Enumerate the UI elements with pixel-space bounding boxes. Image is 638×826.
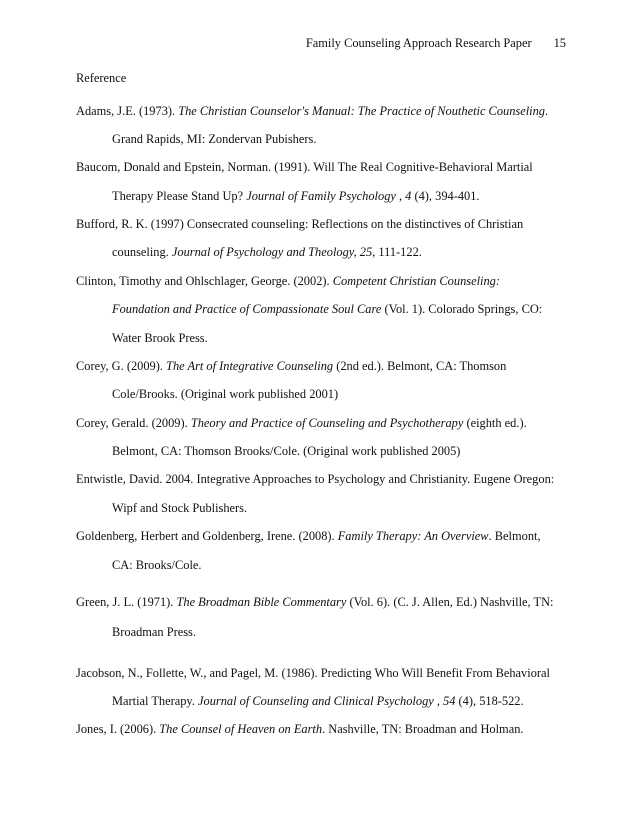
reference-continuation xyxy=(112,693,524,709)
reference-text: Jones, I. (2006). xyxy=(76,722,160,736)
reference-title: The Art of Integrative Counseling xyxy=(166,359,334,373)
reference-title: The Christian Counselor's Manual: The Practice of Nouthetic Counseling xyxy=(178,104,546,118)
reference-text: (4), 518-522. xyxy=(455,694,524,708)
reference-text: Corey, Gerald. (2009). xyxy=(76,416,191,430)
reference-text: Goldenberg, Herbert and Goldenberg, Irene. (2008). xyxy=(76,529,338,543)
reference-entry xyxy=(76,594,553,610)
reference-entry xyxy=(76,358,506,374)
reference-title: Journal of Family Psychology , 4 xyxy=(246,189,412,203)
reference-title: Family Therapy: An Overview xyxy=(337,529,489,543)
reference-continuation: Grand Rapids, MI: Zondervan Pubishers. xyxy=(112,132,317,146)
reference-entry: Bufford, R. K. (1997) Consecrated counseling: Reflections on the distinctives of Christian xyxy=(76,217,524,231)
reference-text: . Nashville, TN: Broadman and Holman. xyxy=(322,722,524,736)
reference-text: Adams, J.E. (1973). xyxy=(76,104,179,118)
page-number: 15 xyxy=(553,36,566,50)
reference-text: , 111-122. xyxy=(372,245,422,259)
reference-text: (4), 394-401. xyxy=(411,189,480,203)
reference-entry xyxy=(76,103,548,119)
reference-text: (2nd ed.). Belmont, CA: Thomson xyxy=(333,359,507,373)
reference-continuation xyxy=(112,244,422,260)
reference-text: (Vol. 6). (C. J. Allen, Ed.) Nashville, TN: xyxy=(346,595,554,609)
reference-entry: Entwistle, David. 2004. Integrative Approaches to Psychology and Christianity. Eugene Oregon: xyxy=(76,472,555,486)
reference-title: The Broadman Bible Commentary xyxy=(176,595,347,609)
reference-text: counseling. xyxy=(112,245,172,259)
reference-text: Clinton, Timothy and Ohlschlager, George. (2002). xyxy=(76,274,333,288)
reference-title: Journal of Counseling and Clinical Psychology , 54 xyxy=(198,694,456,708)
reference-entry: Baucom, Donald and Epstein, Norman. (1991). Will The Real Cognitive-Behavioral Martial xyxy=(76,160,533,174)
reference-title: Journal of Psychology and Theology, 25 xyxy=(171,245,373,259)
reference-continuation: Broadman Press. xyxy=(112,625,196,639)
reference-entry xyxy=(76,528,541,544)
reference-text: . xyxy=(545,104,549,118)
reference-heading: Reference xyxy=(76,71,127,85)
reference-text: Green, J. L. (1971). xyxy=(76,595,177,609)
header-title: Family Counseling Approach Research Paper xyxy=(305,36,532,50)
reference-entry xyxy=(76,273,500,289)
reference-continuation: Wipf and Stock Publishers. xyxy=(112,501,248,515)
reference-text: Martial Therapy. xyxy=(112,694,199,708)
reference-text: (Vol. 1). Colorado Springs, CO: xyxy=(381,302,543,316)
reference-entry: Jacobson, N., Follette, W., and Pagel, M. (1986). Predicting Who Will Benefit From Behavioral xyxy=(76,666,550,680)
reference-continuation xyxy=(112,301,542,317)
reference-entry xyxy=(76,415,527,431)
reference-text: . Belmont, xyxy=(488,529,541,543)
reference-continuation: Water Brook Press. xyxy=(112,331,208,345)
reference-continuation: Cole/Brooks. (Original work published 2001) xyxy=(112,387,339,401)
reference-continuation: CA: Brooks/Cole. xyxy=(112,558,202,572)
reference-continuation xyxy=(112,188,480,204)
reference-title: Competent Christian Counseling: xyxy=(332,274,500,288)
reference-title: The Counsel of Heaven on Earth xyxy=(159,722,323,736)
reference-title: Theory and Practice of Counseling and Psychotherapy xyxy=(190,416,464,430)
reference-text: Corey, G. (2009). xyxy=(76,359,167,373)
reference-continuation: Belmont, CA: Thomson Brooks/Cole. (Original work published 2005) xyxy=(112,444,461,458)
reference-entry xyxy=(76,721,524,737)
reference-title: Foundation and Practice of Compassionate Soul Care xyxy=(112,302,382,316)
reference-text: Therapy Please Stand Up? xyxy=(112,189,247,203)
reference-text: (eighth ed.). xyxy=(463,416,527,430)
running-header xyxy=(306,36,566,51)
